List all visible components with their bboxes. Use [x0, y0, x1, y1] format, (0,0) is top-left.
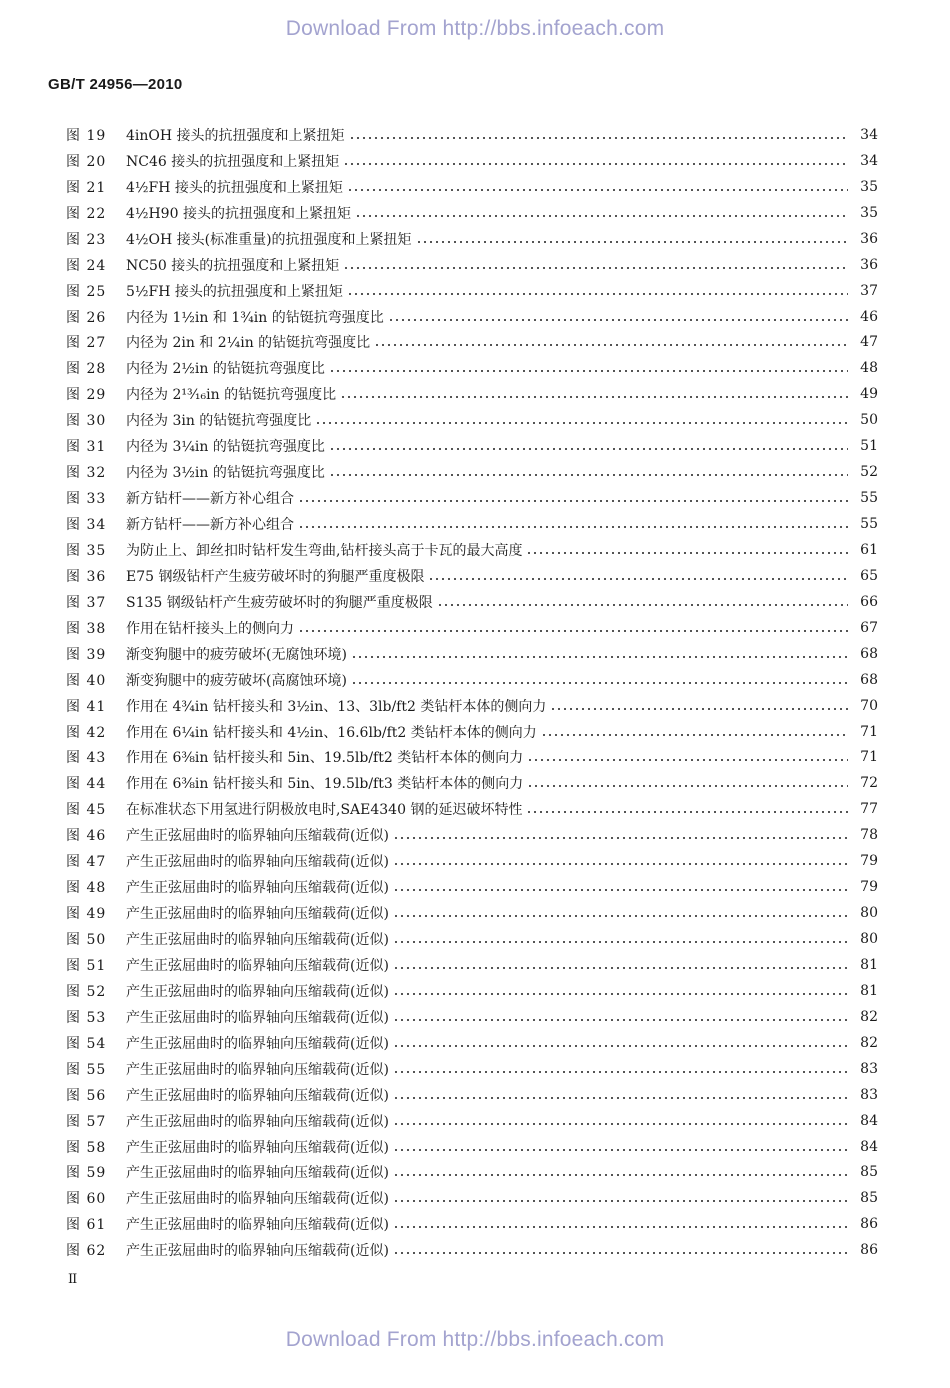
dot-leader [343, 163, 848, 165]
figure-number: 图 58 [66, 1139, 107, 1156]
figure-number: 图 24 [66, 257, 107, 274]
dot-leader [374, 344, 848, 346]
figure-title: 作用在 4¾in 钻杆接头和 3½in、13、3lb/ft2 类钻杆本体的侧向力 [126, 698, 547, 715]
figure-page-number: 86 [860, 1242, 878, 1259]
dot-leader [329, 370, 848, 372]
figure-number: 图 54 [66, 1035, 107, 1052]
toc-entry[interactable] [66, 822, 878, 848]
figure-title: NC50 接头的抗扭强度和上紧扭矩 [126, 257, 340, 274]
toc-entry[interactable] [66, 926, 878, 952]
figure-page-number: 85 [860, 1190, 878, 1207]
figure-page-number: 66 [860, 593, 878, 610]
toc-entry[interactable] [66, 537, 878, 563]
figure-number: 图 35 [66, 542, 107, 559]
figure-title: NC46 接头的抗扭强度和上紧扭矩 [126, 153, 340, 170]
figure-title: 产生正弦屈曲时的临界轴向压缩载荷(近似) [126, 1061, 389, 1078]
figure-title: 为防止上、卸丝扣时钻杆发生弯曲,钻杆接头高于卡瓦的最大高度 [126, 542, 523, 559]
figure-title: 内径为 3in 的钻铤抗弯强度比 [126, 413, 312, 430]
figure-number: 图 60 [66, 1191, 107, 1208]
toc-entry[interactable] [66, 978, 878, 1004]
dot-leader [347, 293, 848, 295]
dot-leader [527, 759, 848, 761]
figure-number: 图 57 [66, 1113, 107, 1130]
figure-title: S135 钢级钻杆产生疲劳破坏时的狗腿严重度极限 [126, 594, 433, 611]
figure-number: 图 37 [66, 594, 107, 611]
figure-title: 产生正弦屈曲时的临界轴向压缩载荷(近似) [126, 906, 389, 923]
figure-title: 内径为 2in 和 2¼in 的钻铤抗弯强度比 [126, 335, 371, 352]
figure-page-number: 51 [860, 438, 878, 455]
figure-number: 图 32 [66, 465, 107, 482]
dot-leader [393, 1019, 848, 1021]
dot-leader [393, 1097, 848, 1099]
figure-number: 图 31 [66, 439, 107, 456]
watermark-top: Download From http://bbs.infoeach.com [285, 17, 665, 40]
dot-leader [315, 422, 848, 424]
figure-title: 4inOH 接头的抗扭强度和上紧扭矩 [126, 127, 345, 144]
toc-entry[interactable] [66, 433, 878, 459]
figure-page-number: 49 [860, 386, 878, 403]
figure-title: E75 钢级钻杆产生疲劳破坏时的狗腿严重度极限 [126, 568, 425, 585]
dot-leader [393, 1149, 848, 1151]
page-number: II [68, 1272, 77, 1287]
toc-entry[interactable] [66, 563, 878, 589]
toc-entry[interactable] [66, 1004, 878, 1030]
toc-entry[interactable] [66, 796, 878, 822]
figure-title: 作用在钻杆接头上的侧向力 [126, 620, 294, 637]
dot-leader [393, 967, 848, 969]
dot-leader [393, 889, 848, 891]
watermark-bottom: Download From http://bbs.infoeach.com [285, 1328, 665, 1351]
figure-title: 作用在 6¼in 钻杆接头和 4½in、16.6lb/ft2 类钻杆本体的侧向力 [126, 724, 537, 741]
toc-entry[interactable] [66, 589, 878, 615]
figure-title: 产生正弦屈曲时的临界轴向压缩载荷(近似) [126, 1139, 389, 1156]
figure-page-number: 82 [860, 1008, 878, 1025]
dot-leader [393, 941, 848, 943]
toc-entry[interactable] [66, 200, 878, 226]
figure-number: 图 36 [66, 568, 107, 585]
dot-leader [393, 1071, 848, 1073]
dot-leader [393, 863, 848, 865]
dot-leader [527, 785, 848, 787]
dot-leader [343, 267, 848, 269]
figure-title: 产生正弦屈曲时的临界轴向压缩载荷(近似) [126, 1217, 389, 1234]
figure-number: 图 34 [66, 517, 107, 534]
figure-page-number: 37 [860, 282, 878, 299]
dot-leader [298, 526, 848, 528]
figure-number: 图 26 [66, 309, 107, 326]
figure-title: 产生正弦屈曲时的临界轴向压缩载荷(近似) [126, 880, 389, 897]
toc-entry[interactable] [66, 122, 878, 148]
toc-entry[interactable] [66, 355, 878, 381]
dot-leader [428, 578, 848, 580]
figure-page-number: 81 [860, 956, 878, 973]
toc-entry[interactable] [66, 381, 878, 407]
figure-page-number: 82 [860, 1034, 878, 1051]
figure-page-number: 67 [860, 619, 878, 636]
dot-leader [550, 708, 848, 710]
figure-number: 图 39 [66, 646, 107, 663]
figure-title: 新方钻杆——新方补心组合 [126, 517, 294, 534]
dot-leader [526, 552, 848, 554]
figure-number: 图 61 [66, 1217, 107, 1234]
figure-title: 内径为 2¹³⁄₁₆in 的钻铤抗弯强度比 [126, 387, 337, 404]
figure-number: 图 55 [66, 1061, 107, 1078]
dot-leader [393, 837, 848, 839]
standard-code: GB/T 24956—2010 [48, 76, 183, 93]
figure-title: 产生正弦屈曲时的临界轴向压缩载荷(近似) [126, 1243, 389, 1260]
figure-page-number: 68 [860, 671, 878, 688]
toc-entry[interactable] [66, 693, 878, 719]
figure-page-number: 80 [860, 931, 878, 948]
figure-page-number: 61 [860, 541, 878, 558]
dot-leader [329, 474, 848, 476]
figure-number: 图 28 [66, 361, 107, 378]
dot-leader [393, 1174, 848, 1176]
toc-entry[interactable] [66, 874, 878, 900]
figure-page-number: 84 [860, 1138, 878, 1155]
toc-entry[interactable] [66, 226, 878, 252]
figure-number: 图 46 [66, 828, 107, 845]
figure-number: 图 33 [66, 491, 107, 508]
figure-page-number: 84 [860, 1112, 878, 1129]
toc-entry[interactable] [66, 330, 878, 356]
toc-entry[interactable] [66, 1134, 878, 1160]
dot-leader [349, 137, 848, 139]
figure-title: 5½FH 接头的抗扭强度和上紧扭矩 [126, 283, 343, 300]
dot-leader [347, 189, 848, 191]
dot-leader [351, 656, 848, 658]
toc-entry[interactable] [66, 1185, 878, 1211]
figure-number: 图 50 [66, 932, 107, 949]
toc-entry[interactable] [66, 900, 878, 926]
figure-title: 产生正弦屈曲时的临界轴向压缩载荷(近似) [126, 957, 389, 974]
dot-leader [340, 396, 848, 398]
figure-page-number: 79 [860, 853, 878, 870]
toc-entry[interactable] [66, 1030, 878, 1056]
dot-leader [298, 630, 848, 632]
figure-title: 渐变狗腿中的疲劳破坏(无腐蚀环境) [126, 646, 347, 663]
figure-title: 产生正弦屈曲时的临界轴向压缩载荷(近似) [126, 1165, 389, 1182]
dot-leader [437, 604, 848, 606]
figure-number: 图 21 [66, 179, 107, 196]
figure-number: 图 22 [66, 205, 107, 222]
toc-entry[interactable] [66, 459, 878, 485]
dot-leader [541, 734, 848, 736]
figure-page-number: 72 [860, 775, 878, 792]
figure-number: 图 49 [66, 906, 107, 923]
figure-title: 产生正弦屈曲时的临界轴向压缩载荷(近似) [126, 1087, 389, 1104]
dot-leader [393, 1252, 848, 1254]
figure-page-number: 83 [860, 1060, 878, 1077]
toc-entry[interactable] [66, 719, 878, 745]
figure-number: 图 27 [66, 335, 107, 352]
figure-page-number: 68 [860, 645, 878, 662]
figure-title: 内径为 3½in 的钻铤抗弯强度比 [126, 465, 325, 482]
dot-leader [351, 682, 848, 684]
figure-page-number: 47 [860, 334, 878, 351]
figure-title: 新方钻杆——新方补心组合 [126, 491, 294, 508]
figure-page-number: 36 [860, 256, 878, 273]
toc-entry[interactable] [66, 511, 878, 537]
figure-page-number: 83 [860, 1086, 878, 1103]
figure-number: 图 45 [66, 802, 107, 819]
toc-entry[interactable] [66, 745, 878, 771]
figure-title: 产生正弦屈曲时的临界轴向压缩载荷(近似) [126, 828, 389, 845]
figure-number: 图 25 [66, 283, 107, 300]
figure-page-number: 78 [860, 827, 878, 844]
toc-entry[interactable] [66, 485, 878, 511]
figure-title: 产生正弦屈曲时的临界轴向压缩载荷(近似) [126, 1191, 389, 1208]
figure-page-number: 46 [860, 308, 878, 325]
toc-entry[interactable] [66, 641, 878, 667]
figure-title: 内径为 2½in 的钻铤抗弯强度比 [126, 361, 325, 378]
figure-list [66, 122, 878, 1263]
figure-title: 产生正弦屈曲时的临界轴向压缩载荷(近似) [126, 983, 389, 1000]
dot-leader [416, 241, 848, 243]
figure-number: 图 19 [66, 127, 107, 144]
figure-page-number: 50 [860, 412, 878, 429]
toc-entry[interactable] [66, 148, 878, 174]
dot-leader [355, 215, 848, 217]
toc-entry[interactable] [66, 252, 878, 278]
figure-number: 图 40 [66, 672, 107, 689]
dot-leader [393, 1045, 848, 1047]
figure-page-number: 48 [860, 360, 878, 377]
figure-page-number: 55 [860, 516, 878, 533]
toc-entry[interactable] [66, 848, 878, 874]
figure-page-number: 65 [860, 567, 878, 584]
figure-page-number: 86 [860, 1216, 878, 1233]
figure-number: 图 44 [66, 776, 107, 793]
toc-entry[interactable] [66, 770, 878, 796]
toc-entry[interactable] [66, 1082, 878, 1108]
figure-page-number: 36 [860, 230, 878, 247]
figure-page-number: 55 [860, 490, 878, 507]
toc-entry[interactable] [66, 174, 878, 200]
toc-entry[interactable] [66, 615, 878, 641]
dot-leader [393, 993, 848, 995]
figure-number: 图 53 [66, 1009, 107, 1026]
toc-entry[interactable] [66, 1211, 878, 1237]
figure-title: 产生正弦屈曲时的临界轴向压缩载荷(近似) [126, 1113, 389, 1130]
figure-page-number: 35 [860, 178, 878, 195]
toc-entry[interactable] [66, 278, 878, 304]
figure-page-number: 71 [860, 723, 878, 740]
toc-entry[interactable] [66, 1237, 878, 1263]
toc-entry[interactable] [66, 1160, 878, 1186]
figure-title: 产生正弦屈曲时的临界轴向压缩载荷(近似) [126, 932, 389, 949]
dot-leader [393, 915, 848, 917]
figure-page-number: 52 [860, 464, 878, 481]
figure-page-number: 34 [860, 126, 878, 143]
dot-leader [526, 811, 848, 813]
figure-title: 产生正弦屈曲时的临界轴向压缩载荷(近似) [126, 854, 389, 871]
figure-number: 图 20 [66, 153, 107, 170]
figure-title: 4½FH 接头的抗扭强度和上紧扭矩 [126, 179, 343, 196]
toc-entry[interactable] [66, 1108, 878, 1134]
figure-number: 图 42 [66, 724, 107, 741]
figure-page-number: 77 [860, 801, 878, 818]
figure-title: 内径为 3¼in 的钻铤抗弯强度比 [126, 439, 325, 456]
figure-number: 图 30 [66, 413, 107, 430]
figure-page-number: 35 [860, 204, 878, 221]
figure-page-number: 80 [860, 905, 878, 922]
figure-number: 图 62 [66, 1243, 107, 1260]
figure-title: 在标准状态下用氢进行阴极放电时,SAE4340 钢的延迟破坏特性 [126, 802, 523, 819]
dot-leader [298, 500, 848, 502]
figure-title: 渐变狗腿中的疲劳破坏(高腐蚀环境) [126, 672, 347, 689]
toc-entry[interactable] [66, 407, 878, 433]
figure-title: 产生正弦屈曲时的临界轴向压缩载荷(近似) [126, 1035, 389, 1052]
figure-page-number: 71 [860, 749, 878, 766]
dot-leader [393, 1123, 848, 1125]
toc-entry[interactable] [66, 1056, 878, 1082]
figure-number: 图 51 [66, 957, 107, 974]
figure-title: 内径为 1½in 和 1¾in 的钻铤抗弯强度比 [126, 309, 384, 326]
figure-number: 图 41 [66, 698, 107, 715]
figure-page-number: 34 [860, 152, 878, 169]
figure-number: 图 38 [66, 620, 107, 637]
figure-number: 图 48 [66, 880, 107, 897]
dot-leader [329, 448, 848, 450]
figure-number: 图 43 [66, 750, 107, 767]
figure-title: 4½H90 接头的抗扭强度和上紧扭矩 [126, 205, 351, 222]
figure-title: 产生正弦屈曲时的临界轴向压缩载荷(近似) [126, 1009, 389, 1026]
figure-number: 图 47 [66, 854, 107, 871]
dot-leader [393, 1200, 848, 1202]
figure-page-number: 79 [860, 879, 878, 896]
figure-number: 图 59 [66, 1165, 107, 1182]
toc-entry[interactable] [66, 304, 878, 330]
figure-title: 作用在 6⅜in 钻杆接头和 5in、19.5lb/ft3 类钻杆本体的侧向力 [126, 776, 524, 793]
figure-page-number: 81 [860, 982, 878, 999]
figure-page-number: 85 [860, 1164, 878, 1181]
figure-title: 4½OH 接头(标准重量)的抗扭强度和上紧扭矩 [126, 231, 412, 248]
toc-entry[interactable] [66, 952, 878, 978]
figure-number: 图 52 [66, 983, 107, 1000]
figure-title: 作用在 6⅜in 钻杆接头和 5in、19.5lb/ft2 类钻杆本体的侧向力 [126, 750, 524, 767]
toc-entry[interactable] [66, 667, 878, 693]
dot-leader [393, 1226, 848, 1228]
dot-leader [388, 319, 848, 321]
figure-number: 图 29 [66, 387, 107, 404]
figure-number: 图 23 [66, 231, 107, 248]
figure-page-number: 70 [860, 697, 878, 714]
figure-number: 图 56 [66, 1087, 107, 1104]
